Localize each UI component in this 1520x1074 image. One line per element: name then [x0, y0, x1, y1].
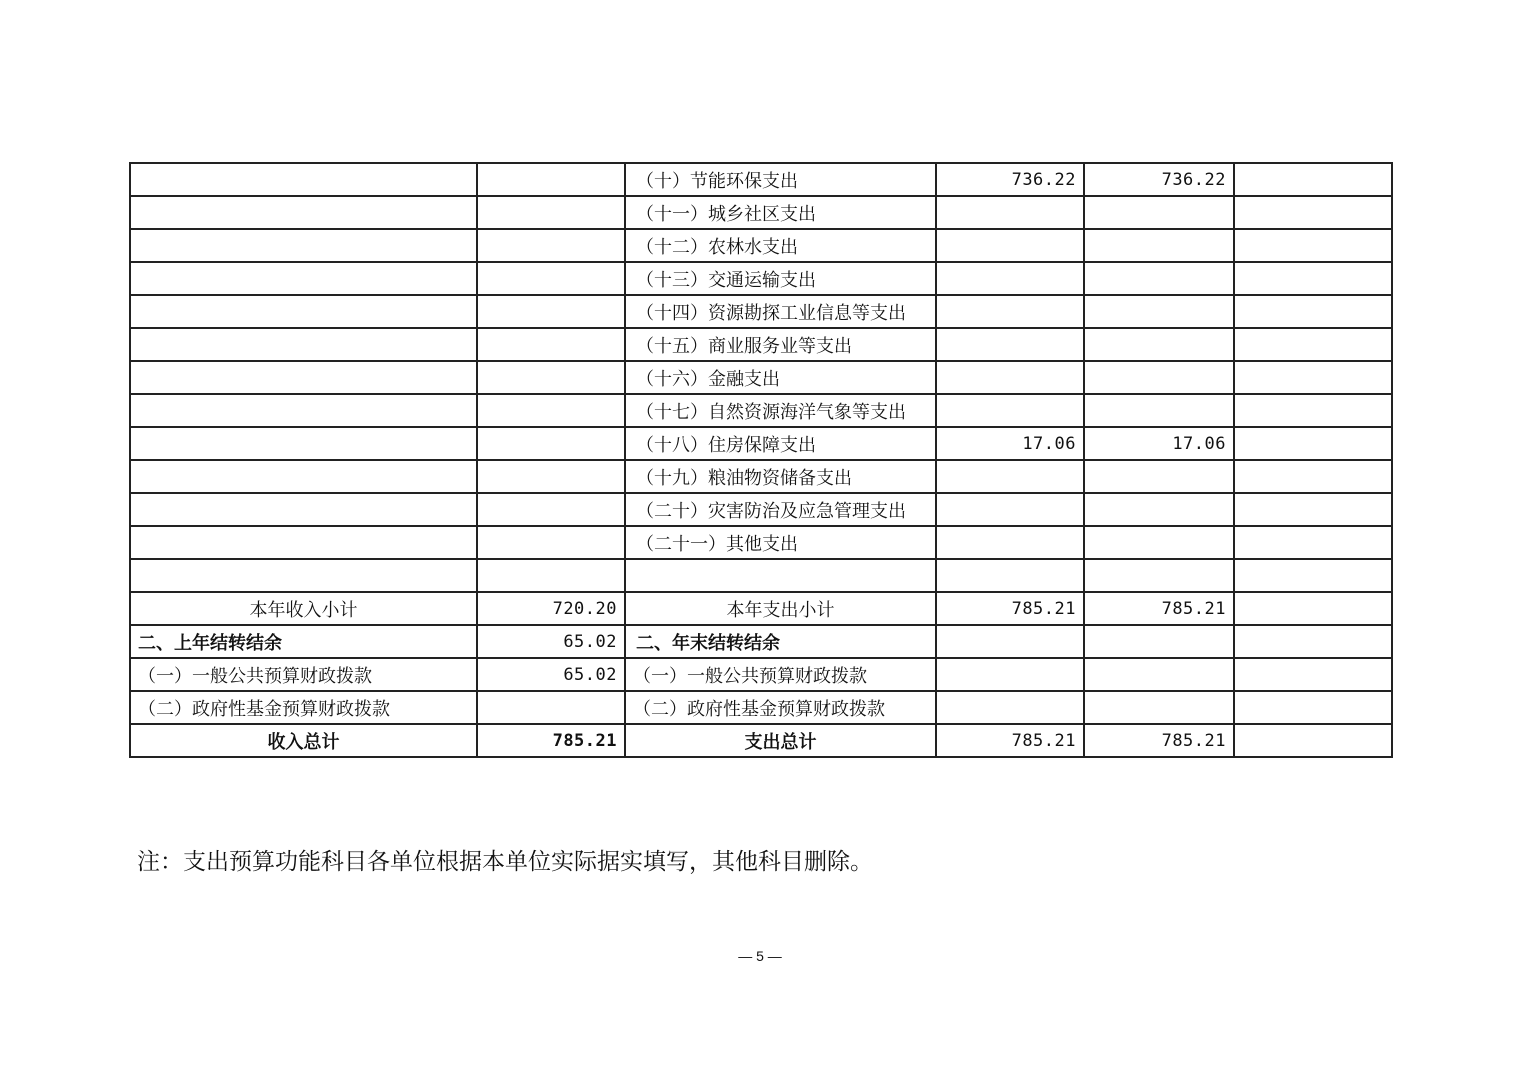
income-subtotal-value: 720.20	[477, 592, 625, 625]
income-amount-cell	[477, 394, 625, 427]
general-budget-cell	[1084, 559, 1234, 592]
general-budget-cell	[1084, 526, 1234, 559]
income-amount-cell	[477, 163, 625, 196]
expense-item-cell: （十六）金融支出	[625, 361, 936, 394]
expense-item-cell: （十七）自然资源海洋气象等支出	[625, 394, 936, 427]
expense-general-budget-label: （一）一般公共预算财政拨款	[625, 658, 936, 691]
expense-item-cell: （十二）农林水支出	[625, 229, 936, 262]
income-item-cell	[130, 361, 477, 394]
expense-general-budget-general	[1084, 658, 1234, 691]
footnote: 注：支出预算功能科目各单位根据本单位实际据实填写，其他科目删除。	[137, 849, 873, 875]
income-fund-budget-value	[477, 691, 625, 724]
expense-amount-cell	[936, 526, 1084, 559]
expense-fund-budget-fund	[1234, 691, 1392, 724]
fund-budget-cell	[1234, 163, 1392, 196]
expense-amount-cell	[936, 460, 1084, 493]
income-item-cell	[130, 559, 477, 592]
income-total-label: 收入总计	[130, 724, 477, 757]
income-amount-cell	[477, 295, 625, 328]
fund-budget-cell	[1234, 328, 1392, 361]
income-amount-cell	[477, 196, 625, 229]
fund-budget-cell	[1234, 196, 1392, 229]
income-amount-cell	[477, 361, 625, 394]
prior-year-carryover-value: 65.02	[477, 625, 625, 658]
income-amount-cell	[477, 526, 625, 559]
expense-item-cell: （十三）交通运输支出	[625, 262, 936, 295]
prior-year-carryover-label: 二、上年结转结余	[130, 625, 477, 658]
income-amount-cell	[477, 328, 625, 361]
income-amount-cell	[477, 493, 625, 526]
year-end-carryover-label: 二、年末结转结余	[625, 625, 936, 658]
table-row	[130, 493, 1392, 526]
income-amount-cell	[477, 229, 625, 262]
fund-budget-cell	[1234, 559, 1392, 592]
expense-item-cell: （十五）商业服务业等支出	[625, 328, 936, 361]
expense-amount-cell: 17.06	[936, 427, 1084, 460]
expense-amount-cell	[936, 262, 1084, 295]
expense-amount-cell	[936, 559, 1084, 592]
income-item-cell	[130, 493, 477, 526]
income-total-value: 785.21	[477, 724, 625, 757]
expense-item-cell: （十一）城乡社区支出	[625, 196, 936, 229]
expense-amount-cell	[936, 295, 1084, 328]
table-row	[130, 328, 1392, 361]
fund-budget-cell	[1234, 493, 1392, 526]
expense-fund-budget-general	[1084, 691, 1234, 724]
page-number: — 5 —	[738, 948, 782, 964]
table-row	[130, 262, 1392, 295]
income-item-cell	[130, 196, 477, 229]
expense-item-cell: （十九）粮油物资储备支出	[625, 460, 936, 493]
subtotal-row	[130, 592, 1392, 625]
carryover-row	[130, 625, 1392, 658]
fund-budget-row	[130, 691, 1392, 724]
table-row	[130, 427, 1392, 460]
expense-item-cell: （二十）灾害防治及应急管理支出	[625, 493, 936, 526]
year-end-carryover-general	[1084, 625, 1234, 658]
table-row	[130, 163, 1392, 196]
fund-budget-cell	[1234, 427, 1392, 460]
income-item-cell	[130, 526, 477, 559]
expense-item-cell: （十八）住房保障支出	[625, 427, 936, 460]
fund-budget-cell	[1234, 526, 1392, 559]
income-general-budget-label: （一）一般公共预算财政拨款	[130, 658, 477, 691]
expense-item-cell: （十四）资源勘探工业信息等支出	[625, 295, 936, 328]
expense-item-cell: （二十一）其他支出	[625, 526, 936, 559]
general-budget-cell: 736.22	[1084, 163, 1234, 196]
income-amount-cell	[477, 559, 625, 592]
table-row	[130, 559, 1392, 592]
expense-total-value: 785.21	[936, 724, 1084, 757]
general-budget-cell	[1084, 460, 1234, 493]
income-item-cell	[130, 262, 477, 295]
year-end-carryover-fund	[1234, 625, 1392, 658]
fund-budget-cell	[1234, 394, 1392, 427]
table-row	[130, 229, 1392, 262]
general-budget-cell	[1084, 262, 1234, 295]
income-fund-budget-label: （二）政府性基金预算财政拨款	[130, 691, 477, 724]
general-budget-cell	[1084, 295, 1234, 328]
general-budget-cell	[1084, 196, 1234, 229]
general-budget-cell	[1084, 328, 1234, 361]
table-row	[130, 526, 1392, 559]
expense-subtotal-label: 本年支出小计	[625, 592, 936, 625]
fund-budget-cell	[1234, 361, 1392, 394]
budget-table	[129, 162, 1393, 758]
fund-budget-cell	[1234, 295, 1392, 328]
fund-budget-cell	[1234, 229, 1392, 262]
expense-amount-cell	[936, 229, 1084, 262]
general-budget-cell	[1084, 361, 1234, 394]
expense-total-fund	[1234, 724, 1392, 757]
income-item-cell	[130, 427, 477, 460]
expense-amount-cell: 736.22	[936, 163, 1084, 196]
fund-budget-cell	[1234, 262, 1392, 295]
year-end-carryover-value	[936, 625, 1084, 658]
income-item-cell	[130, 394, 477, 427]
expense-amount-cell	[936, 361, 1084, 394]
income-amount-cell	[477, 460, 625, 493]
income-item-cell	[130, 328, 477, 361]
expense-item-cell: （十）节能环保支出	[625, 163, 936, 196]
expense-subtotal-value: 785.21	[936, 592, 1084, 625]
income-item-cell	[130, 295, 477, 328]
income-item-cell	[130, 460, 477, 493]
table-row	[130, 196, 1392, 229]
expense-amount-cell	[936, 328, 1084, 361]
expense-fund-budget-value	[936, 691, 1084, 724]
fund-budget-cell	[1234, 460, 1392, 493]
table-row	[130, 295, 1392, 328]
total-row	[130, 724, 1392, 757]
expense-subtotal-fund	[1234, 592, 1392, 625]
general-budget-cell	[1084, 394, 1234, 427]
income-amount-cell	[477, 262, 625, 295]
general-budget-row	[130, 658, 1392, 691]
income-general-budget-value: 65.02	[477, 658, 625, 691]
table-body	[130, 163, 1392, 757]
income-item-cell	[130, 229, 477, 262]
general-budget-cell	[1084, 229, 1234, 262]
general-budget-cell	[1084, 493, 1234, 526]
expense-general-budget-value	[936, 658, 1084, 691]
expense-total-label: 支出总计	[625, 724, 936, 757]
general-budget-cell: 17.06	[1084, 427, 1234, 460]
expense-general-budget-fund	[1234, 658, 1392, 691]
table-row	[130, 394, 1392, 427]
expense-subtotal-general: 785.21	[1084, 592, 1234, 625]
expense-fund-budget-label: （二）政府性基金预算财政拨款	[625, 691, 936, 724]
expense-total-general: 785.21	[1084, 724, 1234, 757]
expense-amount-cell	[936, 394, 1084, 427]
income-amount-cell	[477, 427, 625, 460]
income-item-cell	[130, 163, 477, 196]
expense-item-cell	[625, 559, 936, 592]
table-row	[130, 361, 1392, 394]
income-subtotal-label: 本年收入小计	[130, 592, 477, 625]
expense-amount-cell	[936, 196, 1084, 229]
table-row	[130, 460, 1392, 493]
expense-amount-cell	[936, 493, 1084, 526]
